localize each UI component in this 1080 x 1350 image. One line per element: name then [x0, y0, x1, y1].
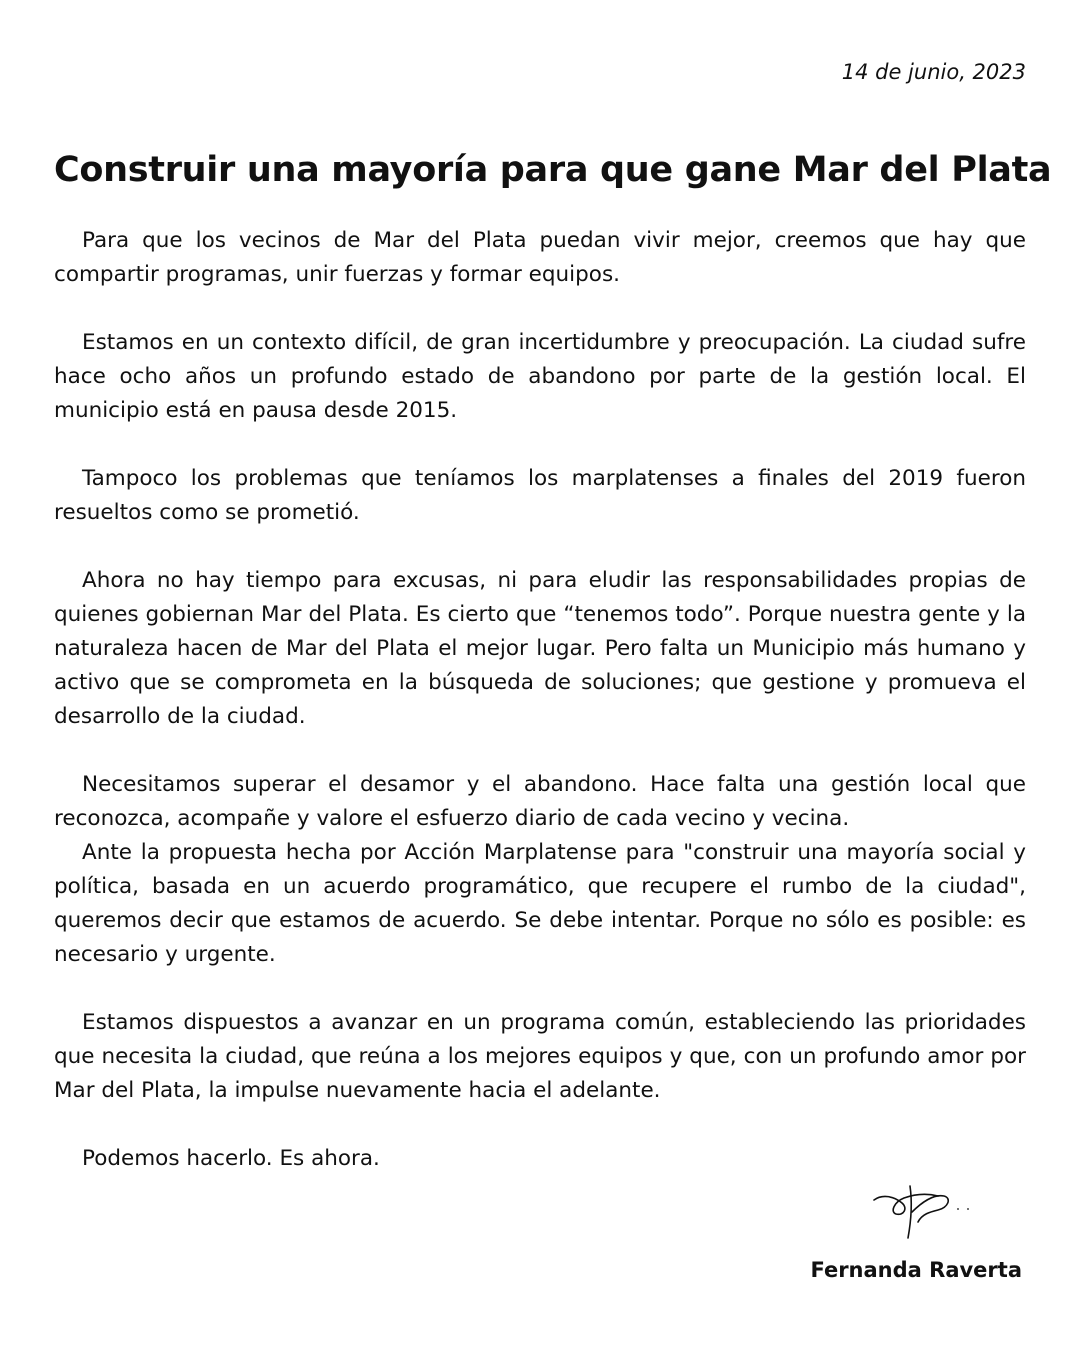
letter-title: Construir una mayoría para que gane Mar del Plata	[54, 150, 1052, 190]
signer-name: Fernanda Raverta	[810, 1258, 1022, 1282]
paragraph-8: Podemos hacerlo. Es ahora.	[82, 1146, 380, 1171]
letter-date: 14 de junio, 2023	[841, 60, 1026, 84]
paragraph-3: Tampoco los problemas que teníamos los marplatenses a finales del 2019 fueron resueltos como se prometió.	[54, 466, 1026, 525]
paragraph-1: Para que los vecinos de Mar del Plata puedan vivir mejor, creemos que hay que compartir programas, unir fuerzas y formar equipos.	[54, 228, 1026, 287]
handwritten-signature	[868, 1176, 978, 1246]
letter-page	[54, 58, 1052, 1176]
paragraph-7: Estamos dispuestos a avanzar en un programa común, estableciendo las prioridades que necesita la ciudad, que reúna a los mejores equipos y que, con un profundo amor por Mar del Plata, la impulse nuevamente hacia el adelante.	[54, 1010, 1026, 1103]
paragraph-2: Estamos en un contexto difícil, de gran incertidumbre y preocupación. La ciudad sufre hace ocho años un profundo estado de abandono por parte de la gestión local. El municipio está en pausa desde 2015.	[54, 330, 1026, 423]
paragraph-5: Necesitamos superar el desamor y el abandono. Hace falta una gestión local que reconozca, acompañe y valore el esfuerzo diario de cada vecino y vecina.	[54, 772, 1026, 831]
letter-body	[54, 224, 1026, 1176]
paragraph-4: Ahora no hay tiempo para excusas, ni para eludir las responsabilidades propias de quienes gobiernan Mar del Plata. Es cierto que “tenemos todo”. Porque nuestra gente y la naturaleza hacen de Mar del Plata el mejor lugar. Pero falta un Municipio más humano y activo que se comprometa en la búsqueda de soluciones; que gestione y promueva el desarrollo de la ciudad.	[54, 568, 1026, 729]
paragraph-6: Ante la propuesta hecha por Acción Marplatense para "construir una mayoría social y política, basada en un acuerdo programático, que recupere el rumbo de la ciudad", queremos decir que estamos de acuerdo. Se debe intentar. Porque no sólo es posible: es necesario y urgente.	[54, 840, 1026, 967]
